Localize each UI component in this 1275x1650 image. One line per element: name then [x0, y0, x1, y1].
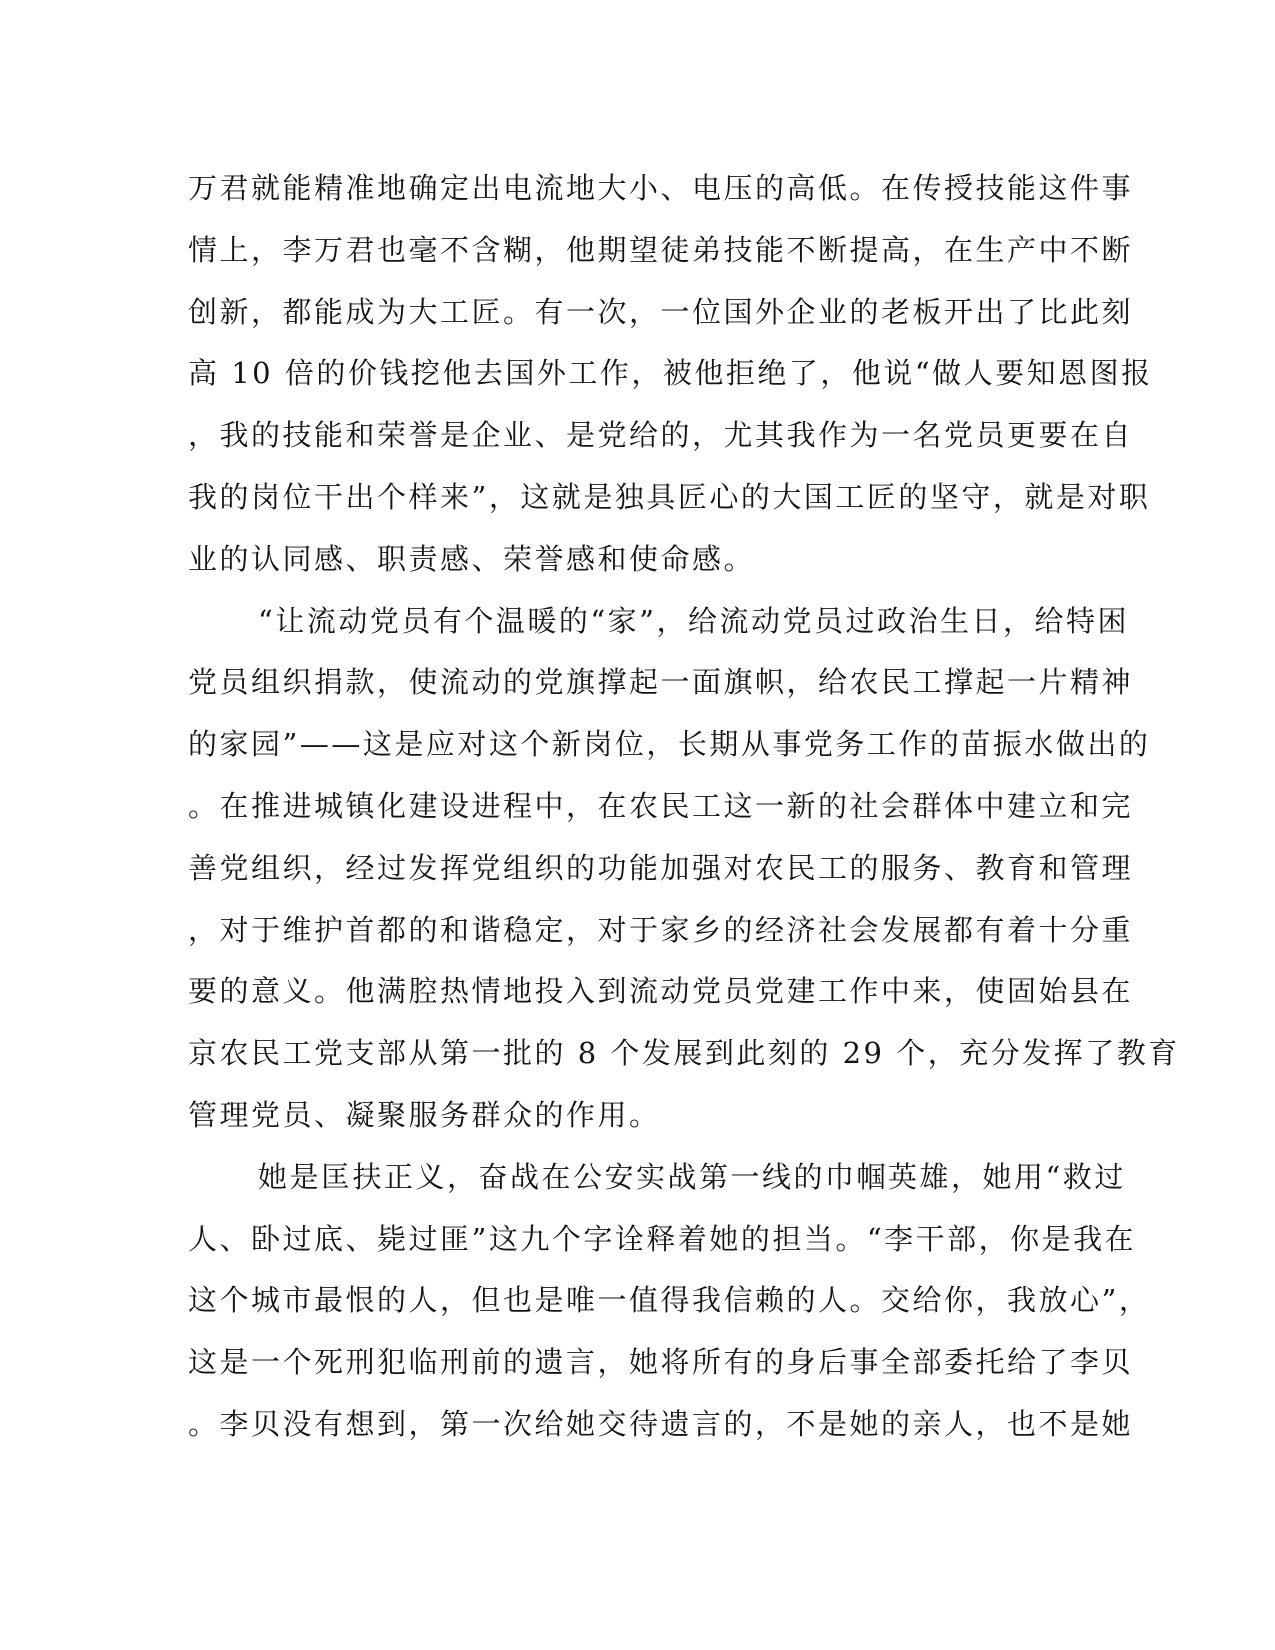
text-line: 人、卧过底、毙过匪”这九个字诠释着她的担当。“李干部，你是我在	[188, 1221, 1137, 1256]
text-line: 。在推进城镇化建设进程中，在农民工这一新的社会群体中建立和完	[188, 788, 1134, 823]
text-line: ，我的技能和荣誉是企业、是党给的，尤其我作为一名党员更要在自	[188, 418, 1134, 453]
text-line: 京农民工党支部从第一批的 8 个发展到此刻的 29 个，充分发挥了教育	[188, 1036, 1180, 1071]
text-line: 管理党员、凝聚服务群众的作用。	[188, 1097, 661, 1132]
text-line: 情上，李万君也毫不含糊，他期望徒弟技能不断提高，在生产中不断	[188, 232, 1134, 267]
text-line: 善党组织，经过发挥党组织的功能加强对农民工的服务、教育和管理	[188, 850, 1134, 885]
text-line: 万君就能精准地确定出电流地大小、电压的高低。在传授技能这件事	[188, 171, 1134, 205]
text-line: 要的意义。他满腔热情地投入到流动党员党建工作中来，使固始县在	[188, 974, 1134, 1009]
text-line: 我的岗位干出个样来”，这就是独具匠心的大国工匠的坚守，就是对职	[188, 479, 1151, 514]
body-text	[188, 158, 1180, 1456]
text-line: 这是一个死刑犯临刑前的遗言，她将所有的身后事全部委托给了李贝	[188, 1345, 1134, 1380]
paragraph-first-line: “让流动党员有个温暖的“家”，给流动党员过政治生日，给特困	[258, 603, 1129, 638]
text-line: 党员组织捐款，使流动的党旗撑起一面旗帜，给农民工撑起一片精神	[188, 665, 1134, 700]
text-line: ，对于维护首都的和谐稳定，对于家乡的经济社会发展都有着十分重	[188, 912, 1134, 947]
paragraph-first-line: 她是匡扶正义，奋战在公安实战第一线的巾帼英雄，她用“救过	[258, 1159, 1126, 1194]
text-line: 高 10 倍的价钱挖他去国外工作，被他拒绝了，他说“做人要知恩图报	[188, 356, 1153, 391]
text-line: 业的认同感、职责感、荣誉感和使命感。	[188, 541, 756, 576]
text-line: 。李贝没有想到，第一次给她交待遗言的，不是她的亲人，也不是她	[188, 1406, 1134, 1441]
text-line: 这个城市最恨的人，但也是唯一值得我信赖的人。交给你，我放心”，	[188, 1283, 1151, 1318]
text-line: 创新，都能成为大工匠。有一次，一位国外企业的老板开出了比此刻	[188, 294, 1134, 329]
text-line: 的家园”——这是应对这个新岗位，长期从事党务工作的苗振水做出的	[188, 727, 1151, 762]
